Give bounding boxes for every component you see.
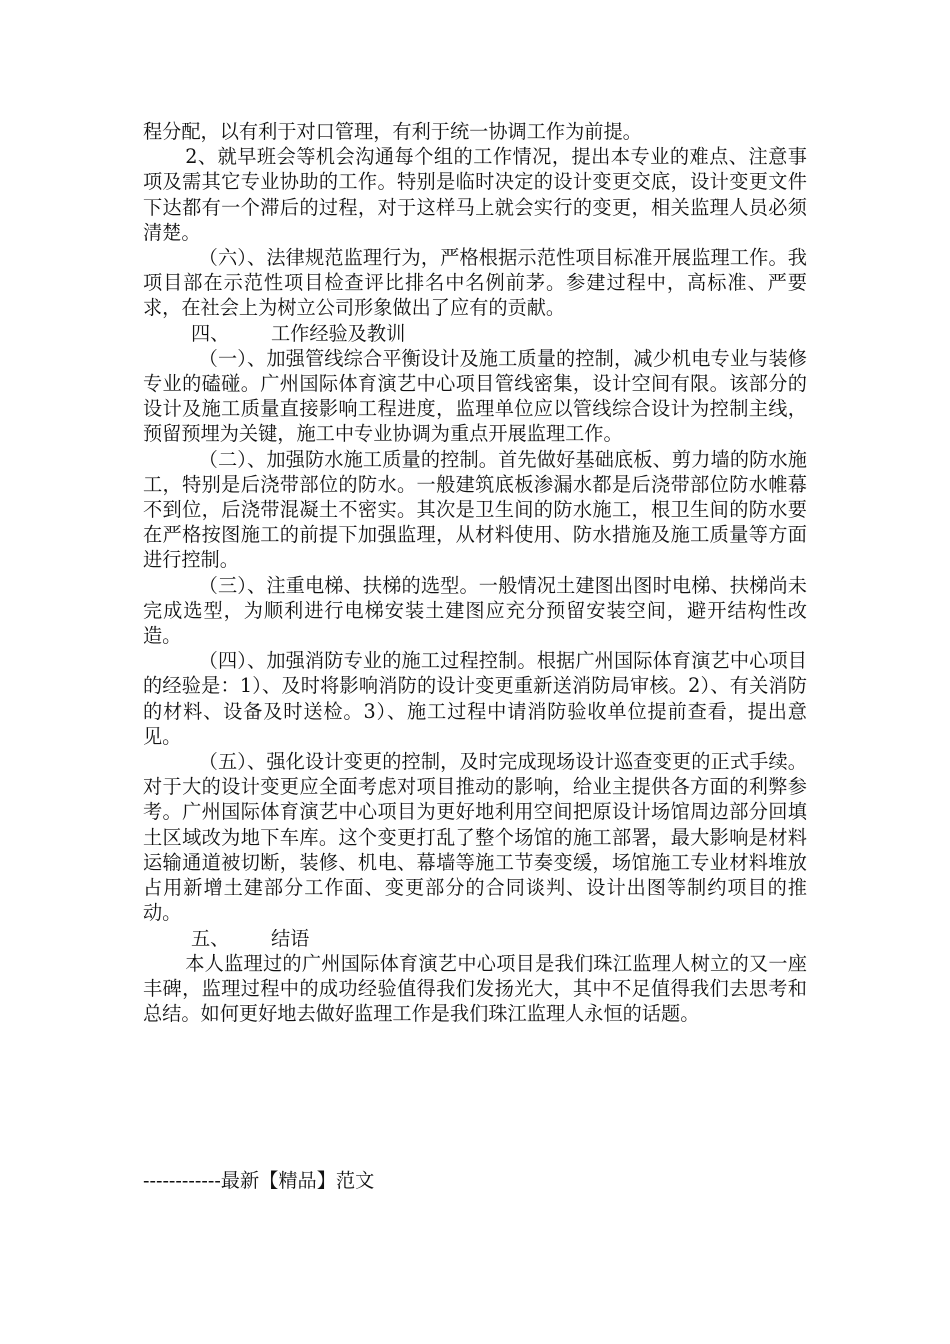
document-body [143, 119, 807, 1026]
section-title: 工作经验及教训 [271, 321, 406, 345]
section-number: 四、 [191, 321, 230, 345]
section-title: 结语 [271, 926, 310, 950]
paragraph-lesson-1: （一）、加强管线综合平衡设计及施工质量的控制，减少机电专业与装修专业的磕碰。广州国际体育演艺中心项目管线密集，设计空间有限。该部分的设计及施工质量直接影响工程进度，监理单位应以管线综合设计为控制主线，预留预埋为关键，施工中专业协调为重点开展监理工作。 [143, 346, 807, 446]
paragraph-continuation: 程分配，以有利于对口管理，有利于统一协调工作为前提。 [143, 120, 642, 143]
section-heading-4 [143, 321, 807, 346]
paragraph-lesson-5: （五）、强化设计变更的控制，及时完成现场设计巡查变更的正式手续。对于大的设计变更应全面考虑对项目推动的影响，给业主提供各方面的利弊参考。广州国际体育演艺中心项目为更好地利用空间把原设计场馆周边部分回填土区域改为地下车库。这个变更打乱了整个场馆的施工部署，最大影响是材料运输通道被切断，装修、机电、幕墙等施工节奏变缓，场馆施工专业材料堆放占用新增土建部分工作面、变更部分的合同谈判、设计出图等制约项目的推动。 [143, 750, 807, 925]
footer-caption: ------------最新【精品】范文 [143, 1169, 375, 1192]
paragraph-item-6: （六）、法律规范监理行为，严格根据示范性项目标准开展监理工作。我项目部在示范性项目检查评比排名中名例前茅。参建过程中，高标准、严要求，在社会上为树立公司形象做出了应有的贡献。 [143, 246, 807, 320]
paragraph-lesson-3: （三）、注重电梯、扶梯的选型。一般情况土建图出图时电梯、扶梯尚未完成选型，为顺利进行电梯安装土建图应充分预留安装空间，避开结构性改造。 [143, 573, 807, 648]
section-number: 五、 [191, 926, 230, 950]
paragraph-lesson-4: （四）、加强消防专业的施工过程控制。根据广州国际体育演艺中心项目的经验是：1）、及时将影响消防的设计变更重新送消防局审核。2）、有关消防的材料、设备及时送检。3）、施工过程中请消防验收单位提前查看，提出意见。 [143, 649, 807, 748]
paragraph-item-2: 2、就早班会等机会沟通每个组的工作情况，提出本专业的难点、注意事项及需其它专业协助的工作。特别是临时决定的设计变更交底，设计变更文件下达都有一个滞后的过程，对于这样马上就会实行的变更，相关监理人员必须清楚。 [143, 145, 807, 244]
paragraph-lesson-2: （二）、加强防水施工质量的控制。首先做好基础底板、剪力墙的防水施工，特别是后浇带部位的防水。一般建筑底板渗漏水都是后浇带部位防水帷幕不到位，后浇带混凝土不密实。其次是卫生间的防水施工，根卫生间的防水要在严格按图施工的前提下加强监理，从材料使用、防水措施及施工质量等方面进行控制。 [143, 447, 807, 572]
section-heading-5 [143, 926, 807, 951]
paragraph-conclusion: 本人监理过的广州国际体育演艺中心项目是我们珠江监理人树立的又一座丰碑，监理过程中的成功经验值得我们发扬光大，其中不足值得我们去思考和总结。如何更好地去做好监理工作是我们珠江监理人永恒的话题。 [143, 951, 807, 1026]
